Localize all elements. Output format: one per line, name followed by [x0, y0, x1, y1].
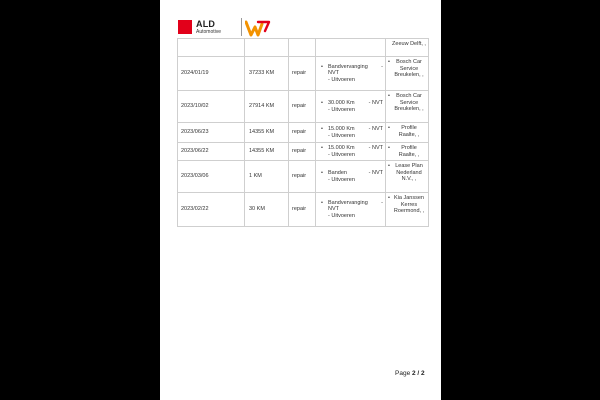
dealer-name: Lease Plan Nederland N.V., ,: [395, 163, 423, 182]
description-action: - Uitvoeren: [328, 176, 355, 183]
description-item: Bandvervanging: [328, 63, 368, 70]
description-action: - Uitvoeren: [328, 132, 355, 139]
cell-type: [289, 123, 316, 143]
cell-type: [289, 57, 316, 91]
bullet-icon: •: [321, 199, 323, 206]
mileage-text: 27914 KM: [249, 103, 275, 110]
cell-description: [316, 193, 386, 227]
description-separator: - NVT: [368, 126, 383, 132]
description-action: - Uitvoeren: [328, 151, 355, 158]
date-text: 2023/06/22: [181, 148, 209, 155]
type-text: repair: [292, 148, 307, 155]
mileage-text: 14355 KM: [249, 148, 275, 155]
dealer-block: [388, 161, 426, 183]
cell-description: [316, 39, 386, 57]
description-action: - Uitvoeren: [328, 76, 355, 83]
description-action: - Uitvoeren: [328, 212, 355, 219]
cell-mileage: [245, 39, 289, 57]
cell-mileage: [245, 57, 289, 91]
description-separator: -: [381, 199, 383, 206]
date-text: 2023/02/22: [181, 206, 209, 213]
cell-date: [178, 193, 245, 227]
cell-date: [178, 123, 245, 143]
cell-dealer: [386, 91, 429, 123]
ald-logo-name: ALD: [196, 19, 216, 29]
dealer-name: Zeeuw Delft, ,: [392, 41, 426, 47]
cell-mileage: [245, 193, 289, 227]
cell-date: [178, 39, 245, 57]
type-text: repair: [292, 103, 307, 110]
type-text: repair: [292, 206, 307, 213]
cell-type: [289, 91, 316, 123]
mileage-text: 37233 KM: [249, 70, 275, 77]
description-block: [316, 170, 385, 183]
description-action: - Uitvoeren: [328, 106, 355, 113]
table-row: [178, 91, 429, 123]
bullet-icon: •: [388, 145, 390, 151]
description-block: [316, 200, 385, 220]
maintenance-history-table: [177, 38, 429, 227]
bullet-icon: •: [321, 170, 323, 176]
page-header: [178, 18, 318, 38]
bullet-icon: •: [388, 59, 390, 65]
date-text: 2023/10/02: [181, 103, 209, 110]
description-text: [316, 64, 385, 84]
bullet-icon: •: [321, 145, 323, 151]
description-item: 15.000 Km: [328, 145, 355, 151]
ald-logo-subtitle: Automotive: [196, 29, 222, 35]
bullet-icon: •: [321, 100, 323, 106]
ald-logo-square: [178, 20, 192, 34]
cell-mileage: [245, 123, 289, 143]
description-block: [316, 64, 385, 84]
cell-description: [316, 57, 386, 91]
description-item: Banden: [328, 170, 347, 176]
bullet-icon: •: [321, 126, 323, 132]
table-row: [178, 57, 429, 91]
dealer-block: [388, 123, 426, 138]
bullet-icon: •: [388, 93, 390, 99]
description-item: Bandvervanging: [328, 199, 368, 206]
cell-mileage: [245, 143, 289, 161]
dealer-block: [388, 39, 426, 48]
description-separator: - NVT: [368, 145, 383, 151]
page-number-value: 2 / 2: [412, 370, 425, 377]
partner-w-logo-icon: [245, 18, 271, 38]
cell-dealer: [386, 123, 429, 143]
type-text: repair: [292, 70, 307, 77]
mileage-text: 1 KM: [249, 173, 262, 180]
cell-mileage: [245, 91, 289, 123]
dealer-block: [388, 193, 426, 215]
bullet-icon: •: [321, 63, 323, 70]
bullet-icon: •: [388, 163, 390, 169]
description-block: [316, 145, 385, 158]
date-text: 2023/06/23: [181, 129, 209, 136]
table-row: [178, 193, 429, 227]
description-value: NVT: [328, 206, 339, 213]
bullet-icon: •: [388, 195, 390, 201]
mileage-text: 14355 KM: [249, 129, 275, 136]
cell-mileage: [245, 161, 289, 193]
description-value: NVT: [328, 70, 339, 77]
date-text: 2024/01/19: [181, 70, 209, 77]
cell-date: [178, 57, 245, 91]
dealer-name: Bosch Car Service Breukelen, ,: [394, 93, 424, 112]
cell-date: [178, 143, 245, 161]
cell-type: [289, 161, 316, 193]
description-text: [316, 170, 385, 183]
description-text: [316, 126, 385, 139]
description-item: 30.000 Km: [328, 100, 355, 106]
dealer-block: [388, 143, 426, 158]
dealer-name: Profile Raalte, ,: [398, 145, 420, 158]
description-separator: - NVT: [368, 170, 383, 176]
cell-description: [316, 143, 386, 161]
mileage-text: 30 KM: [249, 206, 265, 213]
dealer-block: [388, 91, 426, 113]
cell-dealer: [386, 161, 429, 193]
description-text: [316, 200, 385, 220]
cell-description: [316, 123, 386, 143]
date-text: 2023/03/06: [181, 173, 209, 180]
table-row: [178, 161, 429, 193]
table-row: [178, 123, 429, 143]
document-page: [160, 0, 441, 400]
cell-description: [316, 91, 386, 123]
type-text: repair: [292, 173, 307, 180]
cell-type: [289, 39, 316, 57]
cell-type: [289, 193, 316, 227]
cell-description: [316, 161, 386, 193]
description-text: [316, 145, 385, 158]
table-row: [178, 143, 429, 161]
cell-date: [178, 91, 245, 123]
cell-dealer: [386, 193, 429, 227]
dealer-block: [388, 57, 426, 79]
table-row: [178, 39, 429, 57]
cell-dealer: [386, 39, 429, 57]
type-text: repair: [292, 129, 307, 136]
description-separator: -: [381, 63, 383, 70]
bullet-icon: •: [388, 125, 390, 131]
description-text: [316, 100, 385, 113]
description-block: [316, 126, 385, 139]
logo-divider: [241, 18, 242, 36]
page-number: [395, 370, 425, 377]
cell-type: [289, 143, 316, 161]
description-item: 15.000 Km: [328, 126, 355, 132]
dealer-name: Kia Janssen Kerres Roermond, ,: [393, 195, 425, 214]
dealer-name: Bosch Car Service Breukelen, ,: [394, 59, 424, 78]
ald-automotive-logo: [178, 20, 240, 36]
cell-date: [178, 161, 245, 193]
description-separator: - NVT: [368, 100, 383, 106]
page-label: Page: [395, 370, 411, 377]
cell-dealer: [386, 143, 429, 161]
dealer-name: Profile Raalte, ,: [398, 125, 420, 138]
cell-dealer: [386, 57, 429, 91]
description-block: [316, 100, 385, 113]
